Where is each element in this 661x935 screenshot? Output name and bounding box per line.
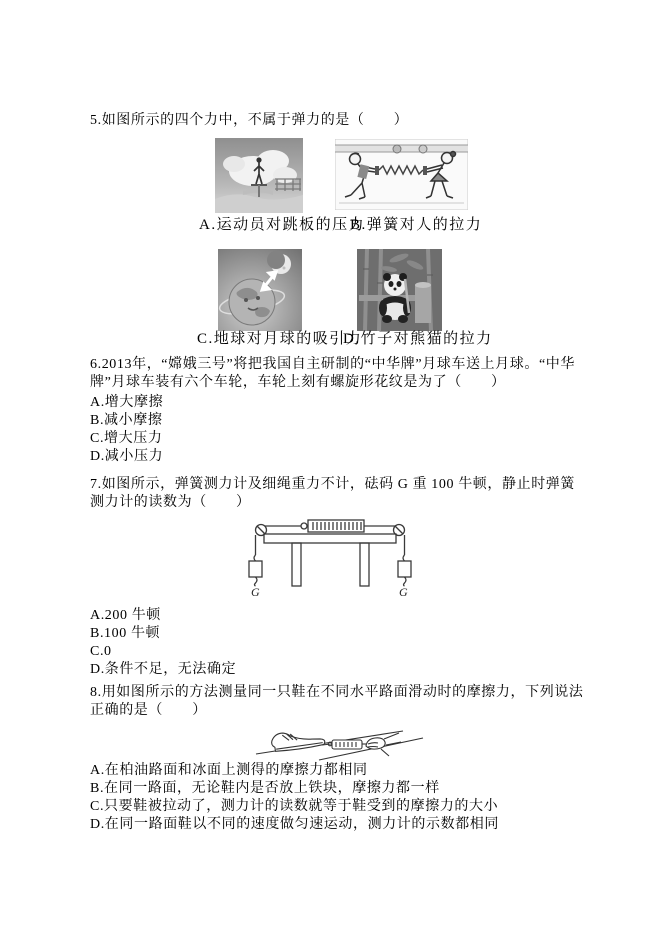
question-7-option-c: C.0 (90, 644, 112, 659)
figure-q5-a-caption: A.运动员对跳板的压力 (199, 217, 366, 233)
figure-q5-d-caption: D.竹子对熊猫的拉力 (343, 331, 493, 347)
spring-scale-table-pulleys-diagram (248, 517, 412, 599)
figure-q5-b (335, 139, 468, 210)
question-6 (90, 356, 584, 466)
figure-q5-a (215, 138, 303, 213)
question-7-options (90, 607, 584, 679)
question-8-options (90, 762, 584, 834)
diver-illustration (215, 138, 303, 213)
question-8-option-d: D.在同一路面鞋以不同的速度做匀速运动，测力计的示数都相同 (90, 817, 500, 832)
question-8-text: 8.用如图所示的方法测量同一只鞋在不同水平路面滑动时的摩擦力，下列说法正确的是（ ） (90, 685, 584, 718)
question-7-option-d: D.条件不足，无法确定 (90, 662, 237, 677)
earth-moon-illustration (218, 249, 302, 331)
question-6-option-b: B.减小摩擦 (90, 413, 163, 428)
shoe-spring-scale-hand-diagram (253, 723, 425, 761)
question-7-option-b: B.100 牛顿 (90, 626, 161, 641)
question-6-text: 6.2013年，“嫦娥三号”将把我国自主研制的“中华牌”月球车送上月球。“中华牌”月球车装有六个车轮，车轮上刻有螺旋形花纹是为了（ ） (90, 357, 575, 390)
question-5-text: 5.如图所示的四个力中，不属于弹力的是（ ） (90, 113, 409, 128)
spring-tug-illustration (335, 139, 468, 210)
question-7-text: 7.如图所示，弹簧测力计及细绳重力不计，砝码 G 重 100 牛顿，静止时弹簧测力计的读数为（ ） (90, 477, 576, 510)
figure-q5-c (218, 249, 302, 331)
question-8-option-c: C.只要鞋被拉动了，测力计的读数就等于鞋受到的摩擦力的大小 (90, 799, 499, 814)
figure-q5-d (357, 249, 442, 331)
question-6-option-a: A.增大摩擦 (90, 395, 164, 410)
question-8-option-b: B.在同一路面，无论鞋内是否放上铁块，摩擦力都一样 (90, 781, 440, 796)
weight-label-left: G (251, 585, 260, 599)
question-7-option-a: A.200 牛顿 (90, 608, 161, 623)
question-6-option-d: D.减小压力 (90, 449, 164, 464)
question-8 (90, 684, 584, 834)
figure-q5-c-caption: C.地球对月球的吸引力 (197, 331, 363, 347)
figure-q5-b-caption: B.弹簧对人的拉力 (350, 217, 483, 233)
figure-q7 (248, 517, 412, 599)
question-6-option-c: C.增大压力 (90, 431, 163, 446)
question-7 (90, 476, 584, 679)
weight-label-right: G (399, 585, 408, 599)
figure-q8 (253, 723, 425, 761)
question-6-options (90, 394, 584, 466)
question-5 (90, 112, 584, 130)
question-8-option-a: A.在柏油路面和冰面上测得的摩擦力都相同 (90, 763, 368, 778)
panda-illustration (357, 249, 442, 331)
